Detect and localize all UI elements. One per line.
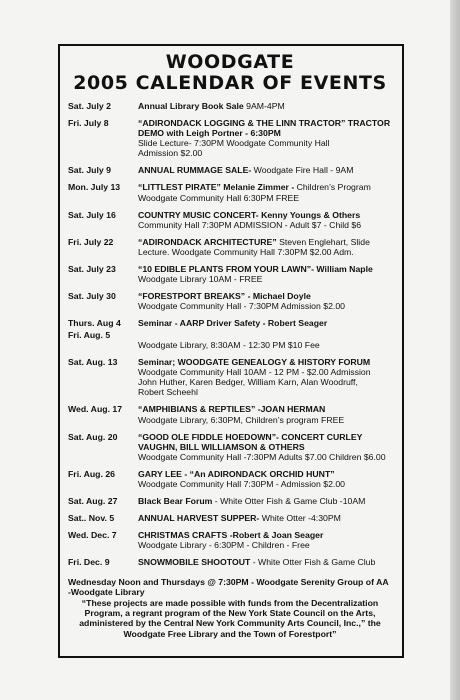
- event-title: GARY LEE - “An ADIRONDACK ORCHID HUNT”: [138, 469, 335, 480]
- event-date: Fri. Aug. 26: [68, 469, 115, 480]
- event-date: Wed. Dec. 7: [68, 530, 117, 541]
- event-description: [138, 357, 392, 398]
- event-title: “ADIRONDACK LOGGING & THE LINN TRACTOR” TRACTOR DEMO with Leigh Portner - 6:30PM: [138, 117, 391, 138]
- event-row: [68, 210, 392, 230]
- calendar-footer: [68, 577, 392, 639]
- page-binding-edge: [450, 0, 460, 700]
- event-title: “10 EDIBLE PLANTS FROM YOUR LAWN”- William Naple: [138, 264, 373, 275]
- event-title: ANNUAL HARVEST SUPPER-: [138, 513, 260, 524]
- event-row: [68, 330, 392, 350]
- event-detail: - White Otter Fish & Game Club: [250, 557, 376, 568]
- event-row: [68, 101, 392, 111]
- event-date: Sat. July 23: [68, 264, 116, 275]
- event-detail: Woodgate Library, 6:30PM, Children’s program FREE: [138, 414, 345, 425]
- event-detail: Woodgate Fire Hall - 9AM: [251, 165, 354, 176]
- aa-note: Wednesday Noon and Thursdays @ 7:30PM - Woodgate Serenity Group of AA -Woodgate Library: [68, 576, 389, 597]
- event-date: Sat. July 9: [68, 165, 111, 176]
- event-row: [68, 469, 392, 489]
- event-detail: Woodgate Library - 6:30PM - Children - Free: [138, 540, 310, 551]
- event-detail: Slide Lecture- 7:30PM Woodgate Community Hall: [138, 138, 330, 149]
- event-description: [138, 318, 392, 328]
- event-title: ANNUAL RUMMAGE SALE-: [138, 165, 252, 176]
- event-detail: Woodgate Community Hall -7:30PM Adults $7.00 Children $6.00: [138, 452, 386, 463]
- event-detail: Woodgate Community Hall 6:30PM FREE: [138, 192, 300, 203]
- event-title: “LITTLEST PIRATE” Melanie Zimmer -: [138, 182, 295, 193]
- event-detail: 9AM-4PM: [243, 100, 285, 111]
- event-row: [68, 404, 392, 424]
- event-description: [138, 404, 392, 424]
- event-row: [68, 291, 392, 311]
- event-detail: - White Otter Fish & Game Club -10AM: [212, 496, 366, 507]
- event-detail: White Otter -4:30PM: [259, 513, 341, 524]
- event-description: [138, 330, 392, 350]
- event-title: COUNTRY MUSIC CONCERT- Kenny Youngs & Others: [138, 209, 361, 220]
- event-date: Wed. Aug. 17: [68, 404, 123, 415]
- event-detail: Woodgate Library 10AM - FREE: [138, 274, 263, 285]
- event-title: SNOWMOBILE SHOOTOUT: [138, 557, 251, 568]
- event-description: [138, 513, 392, 523]
- event-date: Fri. Aug. 5: [68, 329, 111, 340]
- event-date: Fri. July 22: [68, 236, 114, 247]
- event-row: [68, 237, 392, 257]
- calendar-box: [58, 44, 404, 658]
- event-date: Sat. Aug. 20: [68, 431, 118, 442]
- event-detail: Admission $2.00: [138, 148, 203, 159]
- event-detail: Woodgate Community Hall 10AM - 12 PM - $2.00 Admission: [138, 367, 371, 378]
- event-date: Sat. Aug. 13: [68, 356, 118, 367]
- event-description: [138, 210, 392, 230]
- event-date: Sat. Aug. 27: [68, 496, 118, 507]
- event-detail: Woodgate Library, 8:30AM - 12:30 PM $10 Fee: [138, 339, 320, 350]
- event-detail: Steven Englehart, Slide: [276, 236, 370, 247]
- event-row: [68, 318, 392, 328]
- event-row: [68, 165, 392, 175]
- event-description: [138, 469, 392, 489]
- event-detail: Children’s Program: [294, 182, 371, 193]
- event-list: [68, 101, 392, 568]
- event-row: [68, 357, 392, 398]
- event-row: [68, 496, 392, 506]
- event-row: [68, 557, 392, 567]
- event-description: [138, 118, 392, 159]
- event-description: [138, 496, 392, 506]
- calendar-title-town: WOODGATE: [165, 51, 295, 73]
- event-date: Sat. July 30: [68, 291, 116, 302]
- event-description: [138, 530, 392, 550]
- event-description: [138, 101, 392, 111]
- event-detail: Woodgate Community Hall - 7:30PM Admission $2.00: [138, 301, 345, 312]
- event-row: [68, 530, 392, 550]
- event-title: “ADIRONDACK ARCHITECTURE”: [138, 236, 277, 247]
- event-date: Sat.. Nov. 5: [68, 513, 115, 524]
- event-date: Thurs. Aug 4: [68, 318, 121, 329]
- event-title: “GOOD OLE FIDDLE HOEDOWN”- CONCERT CURLEY VAUGHN, BILL WILLIAMSON & OTHERS: [138, 431, 363, 452]
- event-title: Seminar; WOODGATE GENEALOGY & HISTORY FORUM: [138, 356, 371, 367]
- event-title: “AMPHIBIANS & REPTILES” -JOAN HERMAN: [138, 404, 326, 415]
- event-title: Black Bear Forum: [138, 496, 213, 507]
- event-title: CHRISTMAS CRAFTS -Robert & Joan Seager: [138, 530, 324, 541]
- event-detail: John Huther, Karen Bedger, William Karn, Alan Woodruff,: [138, 377, 358, 388]
- calendar-title-events: 2005 CALENDAR OF EVENTS: [73, 72, 387, 94]
- event-title: “FORESTPORT BREAKS” - Michael Doyle: [138, 291, 311, 302]
- event-description: [138, 432, 392, 463]
- event-date: Sat. July 16: [68, 209, 116, 220]
- event-detail: Community Hall 7:30PM ADMISSION - Adult $7 - Child $6: [138, 219, 362, 230]
- event-title: Seminar - AARP Driver Safety - Robert Seager: [138, 318, 328, 329]
- event-row: [68, 513, 392, 523]
- event-row: [68, 118, 392, 159]
- event-description: [138, 182, 392, 202]
- event-detail: Woodgate Community Hall 7:30PM - Admission $2.00: [138, 479, 345, 490]
- event-description: [138, 264, 392, 284]
- event-row: [68, 432, 392, 463]
- event-description: [138, 237, 392, 257]
- event-description: [138, 557, 392, 567]
- funding-quote: “These projects are made possible with funds from the Decentralization Program, a regrant program of the New York State Council on the Arts, administered by the Central New York Community Arts Council, Inc.,” the Woodgate Free Library and the Town of Forestport”: [79, 598, 381, 639]
- event-title: Annual Library Book Sale: [138, 100, 244, 111]
- event-date: Mon. July 13: [68, 182, 121, 193]
- event-description: [138, 165, 392, 175]
- event-detail: Robert Scheehl: [138, 387, 198, 398]
- event-date: Sat. July 2: [68, 100, 111, 111]
- event-description: [138, 291, 392, 311]
- event-row: [68, 182, 392, 202]
- event-row: [68, 264, 392, 284]
- event-date: Fri. Dec. 9: [68, 557, 110, 568]
- event-date: Fri. July 8: [68, 117, 109, 128]
- event-detail: Lecture. Woodgate Community Hall 7:30PM $2.00 Adm.: [138, 247, 354, 258]
